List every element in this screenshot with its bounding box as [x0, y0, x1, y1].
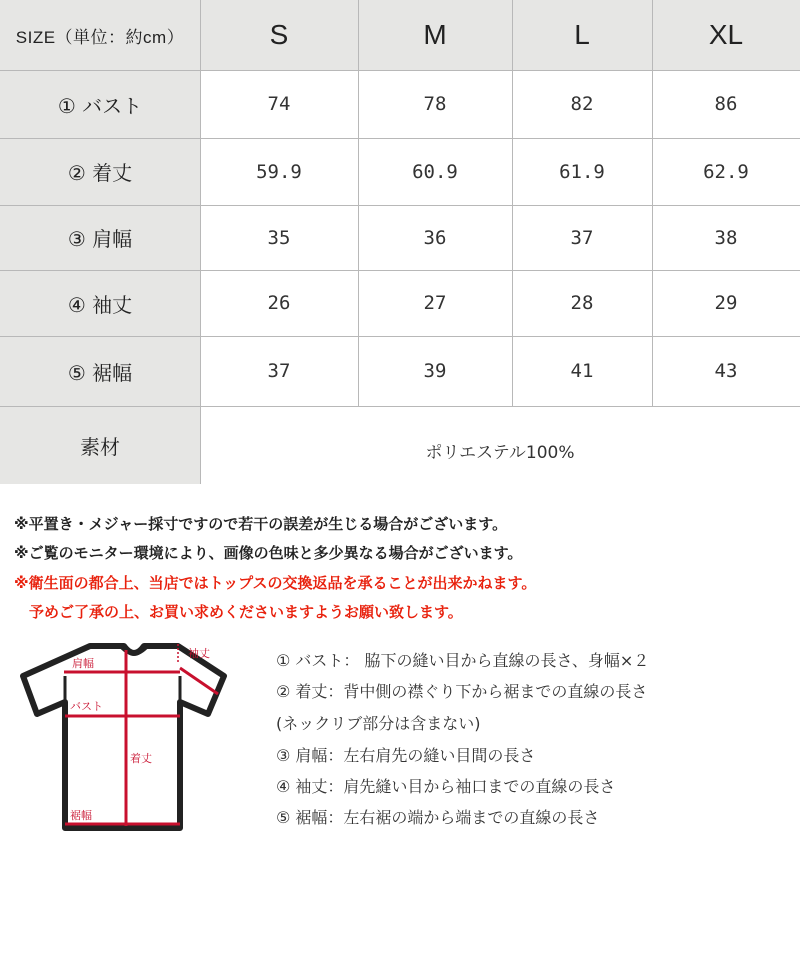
sleeve-label: 袖丈 [188, 647, 210, 660]
table-cell: 29 [714, 292, 738, 314]
hem-label: 裾幅 [70, 809, 92, 822]
legend-line: ⑤ 裾幅：左右裾の端から端までの直線の長さ [276, 808, 600, 827]
table-cell: 26 [267, 292, 291, 314]
legend-line: ④ 袖丈：肩先縫い目から袖口までの直線の長さ [276, 777, 616, 796]
legend-line: ② 着丈：背中側の襟ぐり下から裾までの直線の長さ [276, 682, 648, 701]
legend-line: ③ 肩幅：左右肩先の縫い目間の長さ [276, 746, 536, 765]
table-cell: 60.9 [412, 160, 458, 183]
size-header: S [200, 0, 358, 70]
material-value: ポリエステル100% [425, 442, 575, 463]
grid-line [0, 406, 800, 407]
table-header-row [0, 0, 800, 70]
table-cell: 59.9 [256, 160, 302, 183]
table-cell: 86 [714, 93, 738, 115]
table-row [0, 336, 800, 406]
grid-line [0, 70, 800, 71]
table-row [0, 138, 800, 205]
table-cell: 35 [267, 226, 291, 249]
header-label: SIZE（単位：約cm） [0, 0, 200, 70]
table-cell: 28 [570, 292, 594, 314]
row-label: ④ 袖丈 [0, 270, 200, 336]
shoulder-label: 肩幅 [72, 657, 94, 670]
grid-line [358, 0, 359, 406]
table-cell: 62.9 [703, 160, 749, 183]
row-label: ③ 肩幅 [0, 205, 200, 270]
legend-line: ① バスト： 脇下の縫い目から直線の長さ、身幅×２ [276, 651, 650, 670]
table-cell: 43 [714, 360, 738, 382]
note-line: 予めご了承の上、お買い求めくださいますようお願い致します。 [14, 603, 463, 621]
table-row [0, 270, 800, 336]
table-cell: 36 [423, 226, 447, 249]
table-cell: 82 [570, 93, 594, 115]
table-cell: 78 [423, 93, 447, 115]
legend-line: (ネックリブ部分は含まない) [276, 714, 481, 733]
grid-line [0, 138, 800, 139]
material-row [0, 406, 800, 484]
table-row [0, 205, 800, 270]
grid-line [0, 336, 800, 337]
table-row [0, 70, 800, 138]
row-label: ① バスト [0, 70, 200, 138]
size-header: L [512, 0, 652, 70]
grid-line [0, 205, 800, 206]
row-label: ② 着丈 [0, 138, 200, 205]
table-cell: 27 [423, 292, 447, 314]
table-cell: 41 [570, 360, 594, 382]
grid-line [652, 0, 653, 406]
length-label: 着丈 [130, 752, 152, 765]
table-cell: 39 [423, 360, 447, 382]
note-line: ※ご覧のモニター環境により、画像の色味と多少異なる場合がございます。 [14, 544, 523, 562]
table-cell: 61.9 [559, 160, 605, 183]
size-header: XL [652, 0, 800, 70]
note-line: ※平置き・メジャー採寸ですので若干の誤差が生じる場合がございます。 [14, 515, 508, 533]
tshirt-diagram [20, 636, 250, 846]
table-cell: 38 [714, 226, 738, 249]
row-label: ⑤ 裾幅 [0, 336, 200, 406]
grid-line [200, 0, 201, 484]
grid-line [512, 0, 513, 406]
note-line: ※衛生面の都合上、当店ではトップスの交換返品を承ることが出来かねます。 [14, 574, 537, 592]
bust-label: バスト [70, 700, 103, 713]
table-cell: 37 [570, 226, 594, 249]
table-cell: 37 [267, 360, 291, 382]
material-label: 素材 [0, 406, 200, 484]
table-cell: 74 [267, 93, 291, 115]
size-header: M [358, 0, 512, 70]
grid-line [0, 270, 800, 271]
